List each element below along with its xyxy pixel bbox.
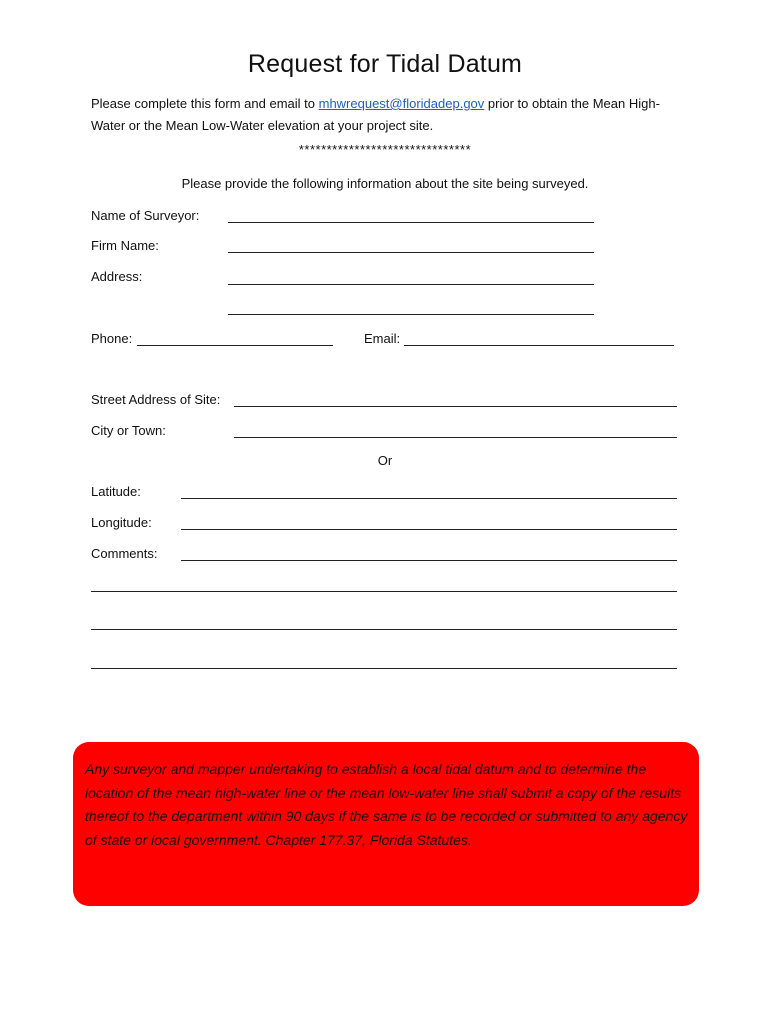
- phone-field[interactable]: [137, 345, 333, 346]
- longitude-label: Longitude:: [91, 515, 152, 530]
- surveyor-field[interactable]: [228, 222, 594, 223]
- comments-label: Comments:: [91, 546, 158, 561]
- statute-notice-text: Any surveyor and mapper undertaking to establish a local tidal datum and to determine the location of the mean high-water line or the mean low-water line shall submit a copy of the results thereof to the department within 90 days if the same is to be recorded or submitted to any agency of state or local government. Chapter 177.37, Florida Statutes.: [85, 761, 688, 848]
- intro-text-after: prior to obtain the Mean High-Water or the Mean Low-Water elevation at your project site.: [91, 96, 660, 133]
- intro-paragraph: [91, 93, 681, 137]
- latitude-field[interactable]: [181, 498, 677, 499]
- comments-field-line-4[interactable]: [91, 668, 677, 669]
- surveyor-label: Name of Surveyor:: [91, 208, 200, 223]
- comments-field-line-2[interactable]: [91, 591, 677, 592]
- city-field[interactable]: [234, 437, 677, 438]
- email-label: Email:: [364, 331, 401, 346]
- statute-notice-box: [73, 742, 699, 906]
- comments-field-line-1[interactable]: [181, 560, 677, 561]
- address-field-line-2[interactable]: [228, 314, 594, 315]
- street-label: Street Address of Site:: [91, 392, 221, 407]
- city-label: City or Town:: [91, 423, 166, 438]
- instructions: Please provide the following information about the site being surveyed.: [181, 176, 589, 191]
- comments-field-line-3[interactable]: [91, 629, 677, 630]
- firm-label: Firm Name:: [91, 238, 159, 253]
- firm-field[interactable]: [228, 252, 594, 253]
- phone-label: Phone:: [91, 331, 133, 346]
- email-field[interactable]: [404, 345, 674, 346]
- separator: *******************************: [298, 142, 472, 157]
- street-field[interactable]: [234, 406, 677, 407]
- address-label: Address:: [91, 269, 143, 284]
- or-separator: Or: [377, 453, 393, 468]
- address-field-line-1[interactable]: [228, 284, 594, 285]
- email-link[interactable]: mhwrequest@floridadep.gov: [318, 96, 485, 111]
- longitude-field[interactable]: [181, 529, 677, 530]
- page-title: Request for Tidal Datum: [247, 50, 523, 78]
- intro-text-before: Please complete this form and email to: [91, 96, 319, 111]
- latitude-label: Latitude:: [91, 484, 141, 499]
